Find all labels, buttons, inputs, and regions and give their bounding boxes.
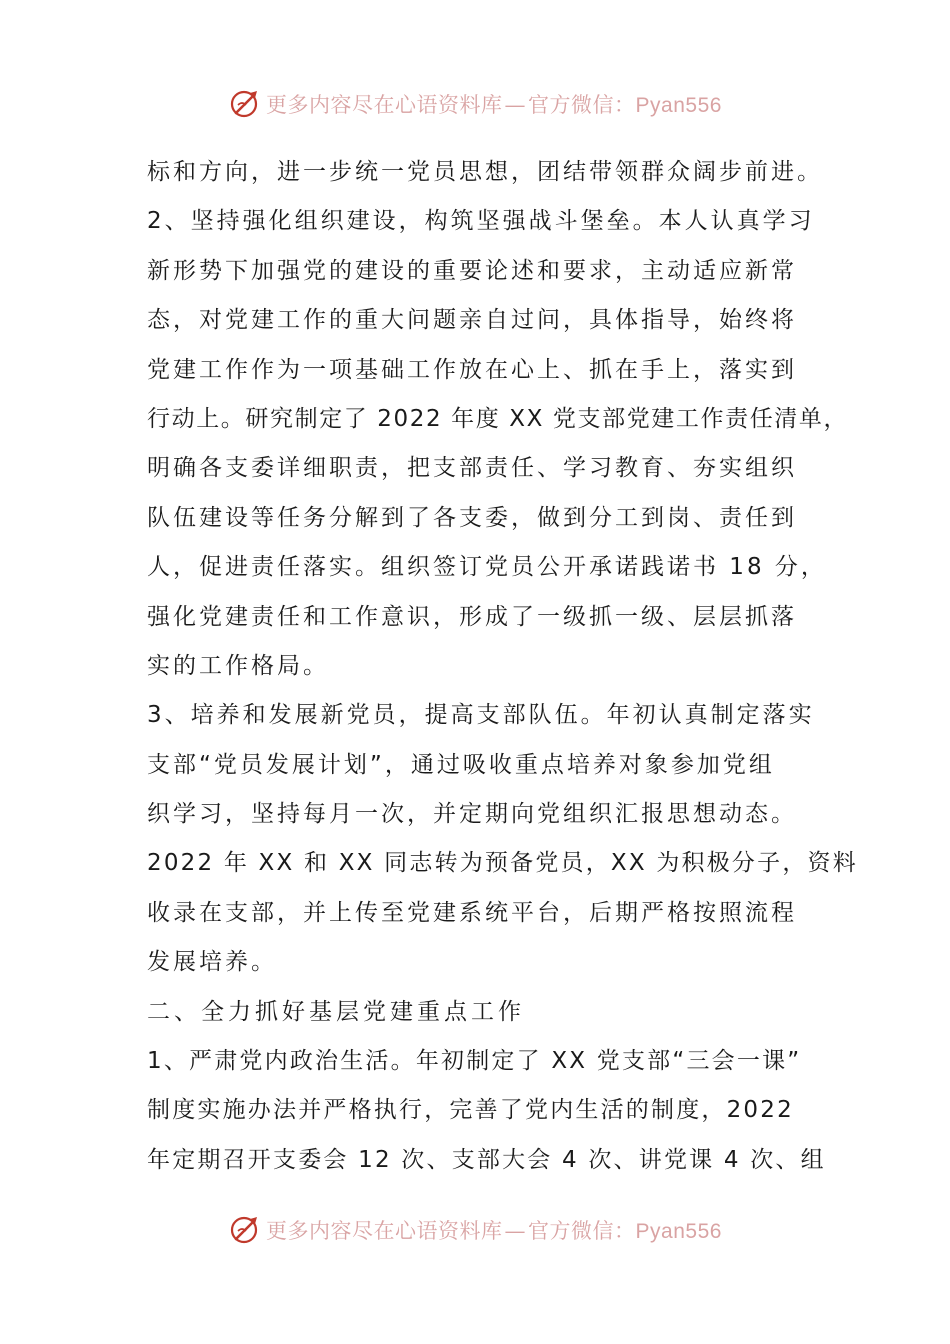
body-line: 党建工作作为一项基础工作放在心上、抓在手上，落实到 <box>147 356 797 383</box>
body-line: 1、严肃党内政治生活。年初制定了 XX 党支部“三会一课” <box>147 1048 802 1075</box>
watermark-contact: 官方微信：Pyan556 <box>528 1220 722 1243</box>
watermark-title: 更多内容尽在心语资料库 <box>266 1219 503 1243</box>
watermark-text <box>266 89 722 119</box>
document-body <box>147 148 858 1185</box>
body-line: 明确各支委详细职责，把支部责任、学习教育、夯实组织 <box>147 455 797 482</box>
watermark-title: 更多内容尽在心语资料库 <box>266 93 503 117</box>
body-line: 态，对党建工作的重大问题亲自过问，具体指导，始终将 <box>147 307 797 334</box>
body-line: 支部“党员发展计划”，通过吸收重点培养对象参加党组 <box>147 751 775 778</box>
watermark-separator: — <box>504 1219 527 1243</box>
watermark-header <box>0 84 950 124</box>
body-line: 织学习，坚持每月一次，并定期向党组织汇报思想动态。 <box>147 801 797 828</box>
watermark-text <box>266 1215 722 1245</box>
section-heading: 二、全力抓好基层党建重点工作 <box>147 998 525 1025</box>
body-line: 实的工作格局。 <box>147 652 329 679</box>
body-line: 3、培养和发展新党员，提高支部队伍。年初认真制定落实 <box>147 702 815 729</box>
pen-logo-icon <box>228 1213 262 1247</box>
body-line: 2022 年 XX 和 XX 同志转为预备党员，XX 为积极分子，资料 <box>147 850 858 877</box>
body-line: 发展培养。 <box>147 949 277 976</box>
body-line: 制度实施办法并严格执行，完善了党内生活的制度，2022 <box>147 1097 794 1124</box>
body-line: 队伍建设等任务分解到了各支委，做到分工到岗、责任到 <box>147 504 797 531</box>
body-line: 收录在支部，并上传至党建系统平台，后期严格按照流程 <box>147 899 797 926</box>
body-line: 标和方向，进一步统一党员思想，团结带领群众阔步前进。 <box>147 159 823 185</box>
watermark-footer <box>0 1210 950 1250</box>
watermark-contact: 官方微信：Pyan556 <box>528 94 722 117</box>
pen-logo-icon <box>228 87 262 121</box>
watermark-separator: — <box>504 93 527 117</box>
body-line: 2、坚持强化组织建设，构筑坚强战斗堡垒。本人认真学习 <box>147 208 815 235</box>
body-line: 人，促进责任落实。组织签订党员公开承诺践诺书 18 分， <box>147 554 827 581</box>
body-line: 新形势下加强党的建设的重要论述和要求，主动适应新常 <box>147 257 797 284</box>
body-line: 强化党建责任和工作意识，形成了一级抓一级、层层抓落 <box>147 603 797 630</box>
body-line: 年定期召开支委会 12 次、支部大会 4 次、讲党课 4 次、组 <box>147 1146 826 1173</box>
body-line: 行动上。研究制定了 2022 年度 XX 党支部党建工作责任清单， <box>147 405 849 432</box>
